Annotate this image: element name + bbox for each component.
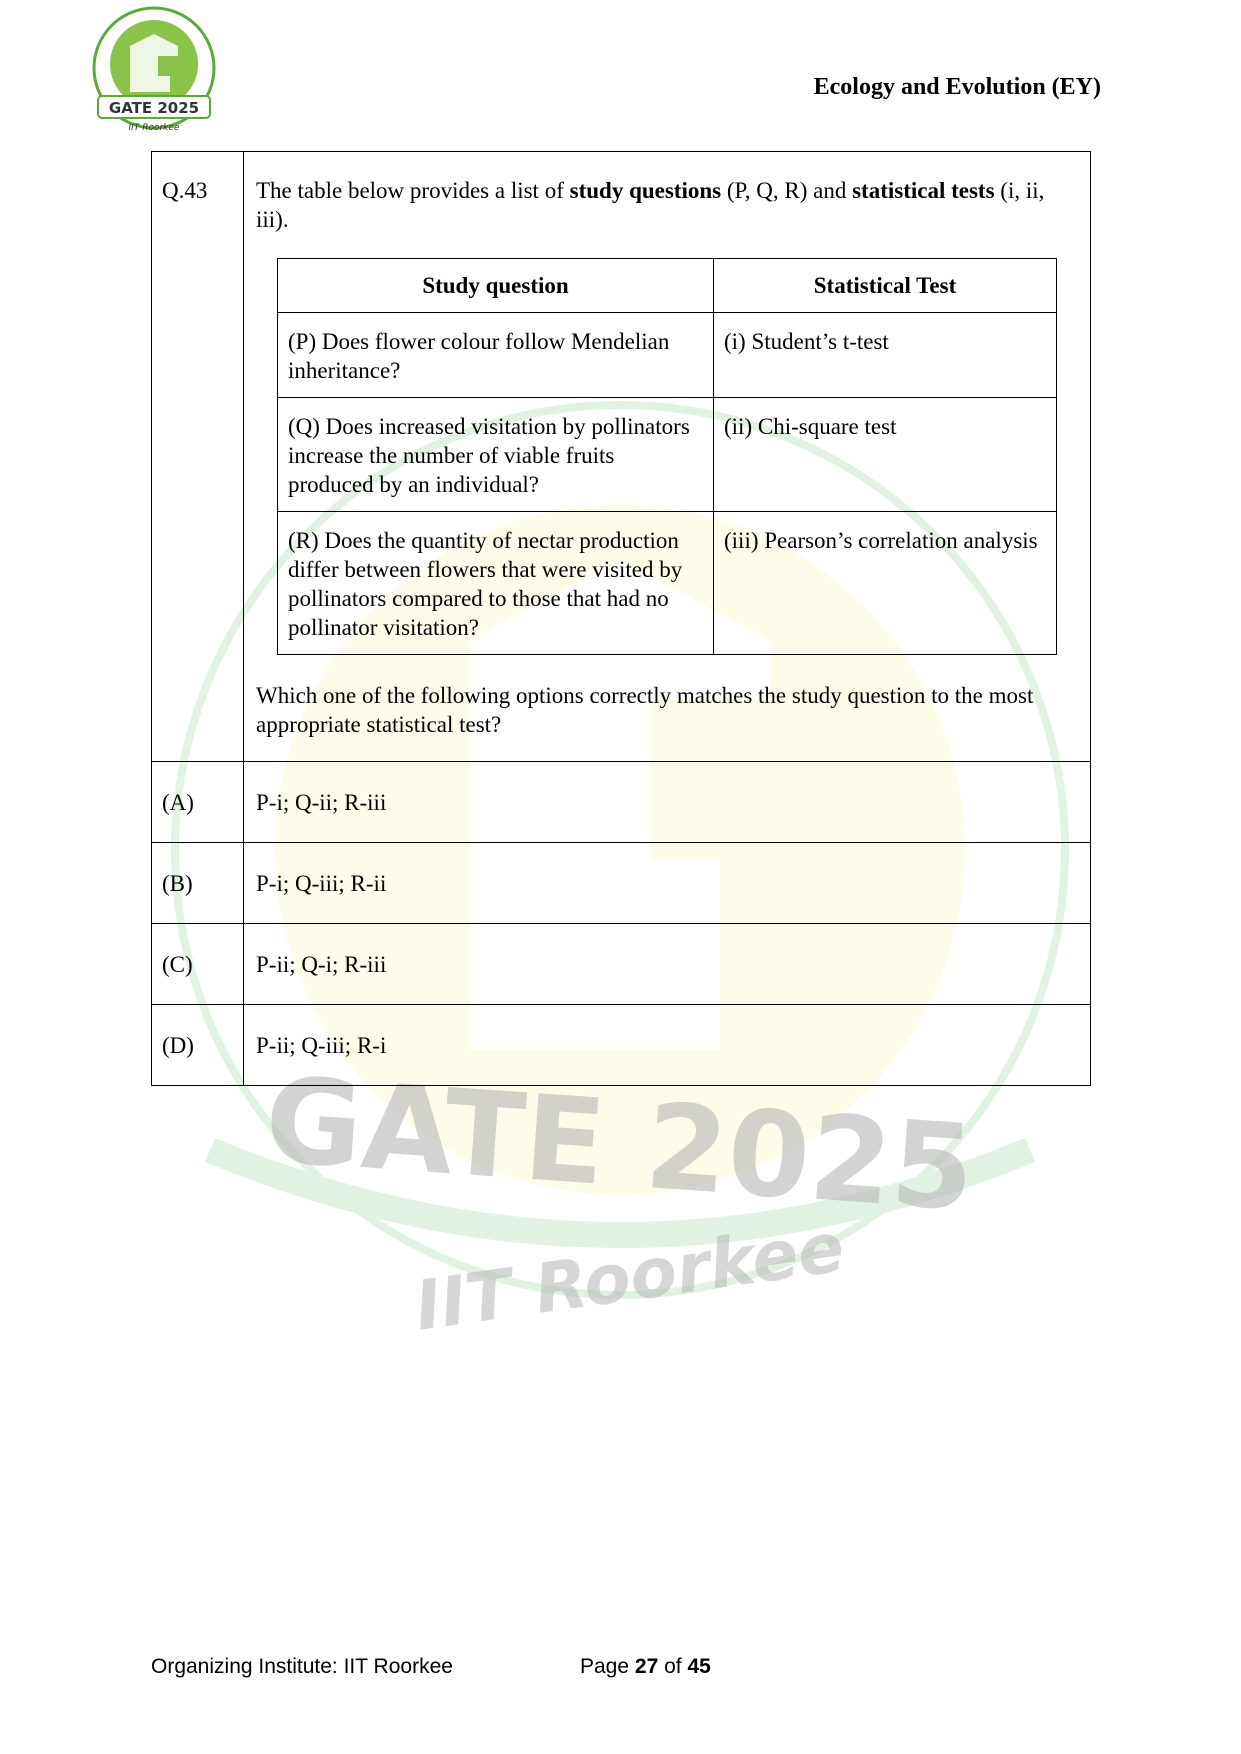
option-text: P-i; Q-ii; R-iii — [244, 762, 1091, 843]
option-row-b[interactable] — [152, 843, 1091, 924]
option-row-a[interactable] — [152, 762, 1091, 843]
option-label: (C) — [152, 924, 244, 1005]
footer-page-number: Page 27 of 45 — [580, 1655, 711, 1678]
question-number: Q.43 — [152, 152, 244, 762]
table-row — [278, 313, 1057, 398]
study-question-r: (R) Does the quantity of nectar production differ between flowers that were visited by pollinators compared to those that had no pollinator visitation? — [278, 512, 714, 655]
option-text: P-ii; Q-i; R-iii — [244, 924, 1091, 1005]
footer-institute: Organizing Institute: IIT Roorkee — [151, 1655, 453, 1678]
watermark-text: GATE 2025 — [260, 1050, 979, 1238]
header-study-question: Study question — [278, 259, 714, 313]
logo-subtext: IIT Roorkee — [128, 123, 180, 133]
option-label: (B) — [152, 843, 244, 924]
option-row-c[interactable] — [152, 924, 1091, 1005]
gate-logo — [88, 6, 220, 138]
header-statistical-test: Statistical Test — [714, 259, 1057, 313]
question-stem: The table below provides a list of study questions (P, Q, R) and statistical tests (i, ii, iii). — [256, 178, 1045, 232]
statistical-test-i: (i) Student’s t-test — [714, 313, 1057, 398]
table-row — [278, 512, 1057, 655]
question-body — [244, 152, 1091, 762]
logo-text: GATE 2025 — [108, 99, 200, 117]
subject-title: Ecology and Evolution (EY) — [813, 74, 1101, 100]
table-row — [278, 398, 1057, 512]
watermark-subtext: IIT Roorkee — [410, 1208, 849, 1347]
question-prompt: Which one of the following options correctly matches the study question to the most appropriate statistical test? — [256, 683, 1034, 737]
study-question-p: (P) Does flower colour follow Mendelian inheritance? — [278, 313, 714, 398]
option-text: P-i; Q-iii; R-ii — [244, 843, 1091, 924]
study-question-q: (Q) Does increased visitation by pollinators increase the number of viable fruits produced by an individual? — [278, 398, 714, 512]
question-table — [151, 151, 1091, 1086]
option-label: (A) — [152, 762, 244, 843]
match-table — [277, 258, 1057, 655]
option-row-d[interactable] — [152, 1005, 1091, 1086]
option-text: P-ii; Q-iii; R-i — [244, 1005, 1091, 1086]
statistical-test-iii: (iii) Pearson’s correlation analysis — [714, 512, 1057, 655]
statistical-test-ii: (ii) Chi-square test — [714, 398, 1057, 512]
option-label: (D) — [152, 1005, 244, 1086]
